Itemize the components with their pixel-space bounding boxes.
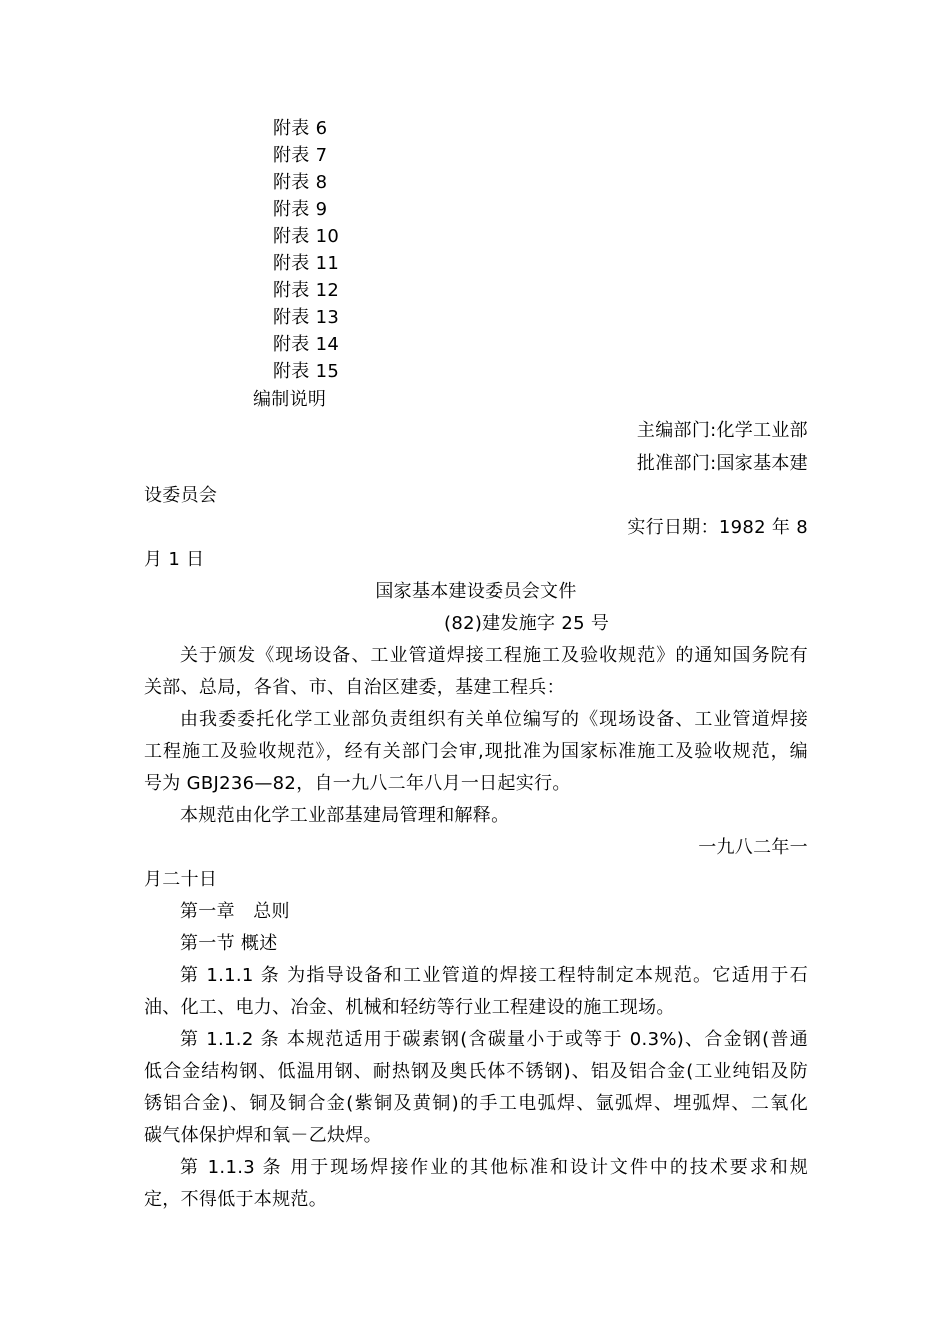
toc-item: 附表 14	[273, 334, 340, 355]
approver-department: 批准部门:国家基本建	[636, 453, 808, 474]
sign-date-cont: 月二十日	[144, 869, 218, 890]
effective-date-cont: 月 1 日	[144, 549, 205, 570]
document-number: (82)建发施字 25 号	[444, 613, 610, 634]
article-line: 锈铝合金)、铜及铜合金(紫铜及黄铜)的手工电弧焊、氩弧焊、埋弧焊、二氧化	[144, 1093, 808, 1114]
approver-department-cont: 设委员会	[144, 485, 218, 506]
notice-line: 关部、总局，各省、市、自治区建委，基建工程兵：	[144, 677, 565, 698]
toc-item: 附表 12	[273, 280, 340, 301]
toc-compile-note: 编制说明	[253, 389, 327, 410]
editor-department: 主编部门:化学工业部	[636, 420, 808, 441]
section-title: 第一节 概述	[180, 933, 278, 954]
effective-date: 实行日期：1982 年 8	[627, 517, 808, 538]
article-line: 第 1.1.2 条 本规范适用于碳素钢(含碳量小于或等于 0.3%)、合金钢(普通	[180, 1029, 808, 1050]
toc-item: 附表 6	[273, 118, 328, 139]
body-paragraph-line: 由我委委托化学工业部负责组织有关单位编写的《现场设备、工业管道焊接	[180, 709, 808, 730]
toc-item: 附表 9	[273, 199, 328, 220]
issuer-title: 国家基本建设委员会文件	[375, 581, 577, 602]
toc-item: 附表 10	[273, 226, 340, 247]
body-paragraph-line: 号为 GBJ236—82，自一九八二年八月一日起实行。	[144, 773, 571, 794]
sign-date: 一九八二年一	[698, 837, 808, 858]
toc-item: 附表 15	[273, 361, 340, 382]
article-line: 油、化工、电力、冶金、机械和轻纺等行业工程建设的施工现场。	[144, 997, 675, 1018]
notice-line: 关于颁发《现场设备、工业管道焊接工程施工及验收规范》的通知国务院有	[180, 645, 808, 666]
article-line: 第 1.1.3 条 用于现场焊接作业的其他标准和设计文件中的技术要求和规	[180, 1157, 808, 1178]
chapter-title: 第一章 总则	[180, 901, 290, 922]
toc-item: 附表 7	[273, 145, 328, 166]
body-paragraph-line: 本规范由化学工业部基建局管理和解释。	[180, 805, 510, 826]
article-line: 定，不得低于本规范。	[144, 1189, 327, 1210]
article-line: 碳气体保护焊和氧－乙炔焊。	[144, 1125, 382, 1146]
body-paragraph-line: 工程施工及验收规范》，经有关部门会审,现批准为国家标准施工及验收规范，编	[144, 741, 808, 762]
article-line: 低合金结构钢、低温用钢、耐热钢及奥氏体不锈钢)、铝及铝合金(工业纯铝及防	[144, 1061, 808, 1082]
toc-item: 附表 13	[273, 307, 340, 328]
toc-item: 附表 8	[273, 172, 328, 193]
toc-item: 附表 11	[273, 253, 340, 274]
article-line: 第 1.1.1 条 为指导设备和工业管道的焊接工程特制定本规范。它适用于石	[180, 965, 808, 986]
